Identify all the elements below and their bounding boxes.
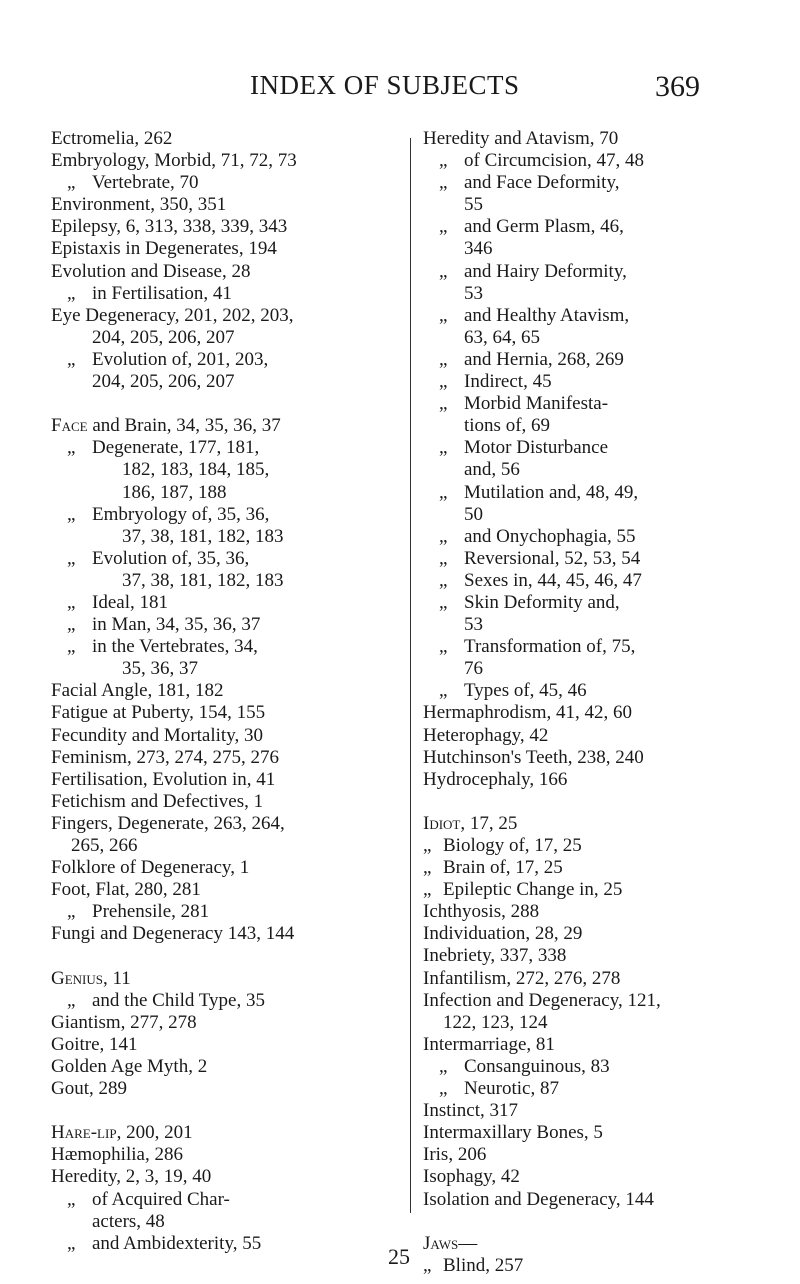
entry-text: 53 bbox=[464, 282, 483, 304]
index-entry bbox=[51, 636, 411, 658]
entry-text: 346 bbox=[464, 238, 493, 260]
index-entry bbox=[51, 459, 411, 481]
entry-text: Epistaxis in Degenerates, 194 bbox=[51, 238, 277, 260]
index-entry bbox=[423, 261, 783, 283]
entry-text: 204, 205, 206, 207 bbox=[92, 371, 235, 393]
entry-text: Motor Disturbance bbox=[464, 437, 609, 459]
entry-text: Hæmophilia, 286 bbox=[51, 1144, 183, 1166]
index-entry bbox=[51, 437, 411, 459]
index-entry bbox=[51, 901, 411, 923]
entry-text: 265, 266 bbox=[71, 835, 138, 856]
entry-text: Fertilisation, Evolution in, 41 bbox=[51, 768, 276, 790]
entry-text: Isolation and Degeneracy, 144 bbox=[423, 1188, 654, 1210]
index-entry bbox=[423, 1034, 783, 1056]
ditto-mark: „ bbox=[439, 304, 448, 326]
index-entry bbox=[51, 1078, 411, 1100]
ditto-mark: „ bbox=[67, 172, 76, 194]
index-entry bbox=[51, 879, 411, 901]
entry-text: Heredity and Atavism, 70 bbox=[423, 128, 619, 149]
ditto-mark: „ bbox=[439, 591, 448, 613]
index-entry bbox=[51, 1034, 411, 1056]
ditto-mark: „ bbox=[67, 437, 76, 459]
index-entry bbox=[51, 194, 411, 216]
entry-text: — bbox=[458, 1232, 478, 1254]
section-heading-word: Jaws bbox=[423, 1232, 459, 1254]
index-entry bbox=[423, 702, 783, 724]
entry-text: of Acquired Char- bbox=[92, 1188, 230, 1210]
entry-text: Giantism, 277, 278 bbox=[51, 1011, 197, 1033]
ditto-mark: „ bbox=[67, 636, 76, 658]
ditto-mark: „ bbox=[67, 1188, 76, 1210]
entry-text: Biology of, 17, 25 bbox=[443, 835, 582, 856]
index-entry bbox=[51, 172, 411, 194]
entry-text: and, 56 bbox=[464, 459, 520, 481]
column-divider bbox=[410, 138, 411, 1213]
index-entry bbox=[51, 216, 411, 238]
entry-text: , 17, 25 bbox=[460, 812, 518, 834]
ditto-mark: „ bbox=[67, 614, 76, 636]
index-entry bbox=[51, 658, 411, 680]
ditto-mark: „ bbox=[423, 835, 432, 856]
index-entry bbox=[51, 614, 411, 636]
entry-text: Infantilism, 272, 276, 278 bbox=[423, 967, 621, 989]
entry-text: in Man, 34, 35, 36, 37 bbox=[92, 614, 261, 636]
entry-text: , 11 bbox=[103, 967, 131, 989]
entry-text: in the Vertebrates, 34, bbox=[92, 636, 258, 658]
index-entry bbox=[51, 725, 411, 747]
ditto-mark: „ bbox=[439, 1078, 448, 1100]
ditto-mark: „ bbox=[439, 680, 448, 702]
index-entry bbox=[423, 592, 783, 614]
entry-text: Fungi and Degeneracy 143, 144 bbox=[51, 923, 295, 945]
index-entry bbox=[423, 526, 783, 548]
ditto-mark: „ bbox=[67, 547, 76, 569]
index-entry bbox=[423, 1144, 783, 1166]
index-entry bbox=[423, 614, 783, 636]
index-entry bbox=[423, 1100, 783, 1122]
entry-text: Facial Angle, 181, 182 bbox=[51, 680, 224, 702]
entry-text: 37, 38, 181, 182, 183 bbox=[122, 569, 284, 591]
index-entry bbox=[423, 283, 783, 305]
index-entry bbox=[51, 1166, 411, 1188]
section-heading-word: Idiot bbox=[423, 812, 461, 834]
entry-text: Hutchinson's Teeth, 238, 240 bbox=[423, 746, 644, 768]
index-entry bbox=[51, 327, 411, 349]
index-entry bbox=[423, 216, 783, 238]
index-entry bbox=[51, 1056, 411, 1078]
entry-text: Prehensile, 281 bbox=[92, 901, 210, 923]
index-entry bbox=[423, 1122, 783, 1144]
ditto-mark: „ bbox=[67, 901, 76, 923]
ditto-mark: „ bbox=[67, 503, 76, 525]
entry-text: Hermaphrodism, 41, 42, 60 bbox=[423, 702, 632, 724]
entry-text: Blind, 257 bbox=[443, 1254, 524, 1276]
index-entry bbox=[423, 482, 783, 504]
entry-text: Embryology, Morbid, 71, 72, 73 bbox=[51, 150, 297, 172]
index-entry bbox=[51, 747, 411, 769]
section-heading-word: Face bbox=[51, 415, 88, 437]
entry-text: Instinct, 317 bbox=[423, 1100, 518, 1122]
ditto-mark: „ bbox=[423, 857, 432, 879]
section-heading-word: Genius bbox=[51, 967, 103, 989]
ditto-mark: „ bbox=[67, 591, 76, 613]
entry-text: Environment, 350, 351 bbox=[51, 194, 227, 216]
running-title: INDEX OF SUBJECTS bbox=[250, 70, 520, 100]
ditto-mark: „ bbox=[439, 260, 448, 282]
entry-text: tions of, 69 bbox=[464, 415, 551, 437]
entry-text: acters, 48 bbox=[92, 1210, 165, 1232]
index-entry bbox=[51, 305, 411, 327]
ditto-mark: „ bbox=[439, 481, 448, 503]
entry-text: and Germ Plasm, 46, bbox=[464, 216, 624, 238]
index-entry bbox=[51, 504, 411, 526]
entry-text: Foot, Flat, 280, 281 bbox=[51, 879, 201, 901]
index-entry bbox=[51, 680, 411, 702]
entry-text: Evolution and Disease, 28 bbox=[51, 260, 251, 282]
entry-text: Mutilation and, 48, 49, bbox=[464, 481, 639, 503]
entry-text: 182, 183, 184, 185, bbox=[122, 459, 270, 481]
entry-text: and Healthy Atavism, bbox=[464, 304, 630, 326]
index-entry bbox=[423, 459, 783, 481]
index-entry bbox=[423, 349, 783, 371]
entry-text: Ichthyosis, 288 bbox=[423, 901, 540, 923]
ditto-mark: „ bbox=[423, 879, 432, 901]
ditto-mark: „ bbox=[67, 1232, 76, 1254]
entry-text: Embryology of, 35, 36, bbox=[92, 503, 270, 525]
index-entry bbox=[423, 371, 783, 393]
index-entry bbox=[423, 415, 783, 437]
ditto-mark: „ bbox=[423, 1254, 432, 1276]
section-gap bbox=[51, 945, 411, 967]
entry-text: Heredity, 2, 3, 19, 40 bbox=[51, 1166, 212, 1188]
entry-text: Morbid Manifesta- bbox=[464, 393, 609, 415]
entry-text: , 200, 201 bbox=[116, 1122, 193, 1144]
index-entry bbox=[423, 1255, 783, 1277]
index-entry bbox=[423, 636, 783, 658]
index-entry bbox=[51, 702, 411, 724]
ditto-mark: „ bbox=[67, 282, 76, 304]
index-entry bbox=[51, 415, 411, 437]
entry-text: 50 bbox=[464, 503, 483, 525]
index-entry bbox=[51, 592, 411, 614]
entry-text: Isophagy, 42 bbox=[423, 1166, 520, 1188]
entry-text: 37, 38, 181, 182, 183 bbox=[122, 525, 284, 547]
index-entry bbox=[423, 1078, 783, 1100]
index-entry bbox=[51, 835, 411, 857]
ditto-mark: „ bbox=[439, 525, 448, 547]
ditto-mark: „ bbox=[439, 150, 448, 172]
index-entry bbox=[51, 128, 411, 150]
entry-text: Fingers, Degenerate, 263, 264, bbox=[51, 812, 285, 834]
index-entry bbox=[423, 990, 783, 1012]
section-gap bbox=[423, 791, 783, 813]
index-entry bbox=[423, 504, 783, 526]
entry-text: 76 bbox=[464, 658, 483, 680]
entry-text: Neurotic, 87 bbox=[464, 1078, 559, 1100]
index-entry bbox=[423, 194, 783, 216]
index-entry bbox=[423, 437, 783, 459]
entry-text: Fecundity and Mortality, 30 bbox=[51, 724, 263, 746]
section-gap bbox=[423, 1211, 783, 1233]
index-entry bbox=[423, 769, 783, 791]
ditto-mark: „ bbox=[439, 216, 448, 238]
entry-text: Fetichism and Defectives, 1 bbox=[51, 790, 264, 812]
entry-text: Degenerate, 177, 181, bbox=[92, 437, 260, 459]
index-entry bbox=[423, 813, 783, 835]
index-entry bbox=[51, 349, 411, 371]
entry-text: Hydrocephaly, 166 bbox=[423, 768, 568, 790]
index-entry bbox=[423, 128, 783, 150]
index-entry bbox=[51, 813, 411, 835]
entry-text: Ectromelia, 262 bbox=[51, 128, 173, 149]
index-entry bbox=[423, 305, 783, 327]
signature-mark: 25 bbox=[388, 1244, 410, 1269]
index-entry bbox=[51, 857, 411, 879]
entry-text: Gout, 289 bbox=[51, 1078, 127, 1100]
entry-text: and Brain, 34, 35, 36, 37 bbox=[87, 415, 281, 437]
index-entry bbox=[51, 261, 411, 283]
index-entry bbox=[51, 1189, 411, 1211]
index-entry bbox=[51, 1012, 411, 1034]
section-gap bbox=[51, 393, 411, 415]
index-entry bbox=[51, 482, 411, 504]
entry-text: Folklore of Degeneracy, 1 bbox=[51, 857, 250, 879]
entry-text: Intermaxillary Bones, 5 bbox=[423, 1122, 603, 1144]
ditto-mark: „ bbox=[439, 569, 448, 591]
index-entry bbox=[423, 879, 783, 901]
entry-text: Intermarriage, 81 bbox=[423, 1033, 555, 1055]
page-header bbox=[0, 70, 800, 110]
index-entry bbox=[423, 1166, 783, 1188]
entry-text: of Circumcision, 47, 48 bbox=[464, 150, 644, 172]
ditto-mark: „ bbox=[67, 989, 76, 1011]
ditto-mark: „ bbox=[439, 172, 448, 194]
index-entry bbox=[423, 857, 783, 879]
ditto-mark: „ bbox=[439, 1055, 448, 1077]
index-entry bbox=[423, 680, 783, 702]
ditto-mark: „ bbox=[439, 348, 448, 370]
index-entry bbox=[423, 1056, 783, 1078]
index-entry bbox=[423, 968, 783, 990]
ditto-mark: „ bbox=[439, 437, 448, 459]
section-gap bbox=[51, 1100, 411, 1122]
entry-text: Individuation, 28, 29 bbox=[423, 923, 583, 945]
entry-text: 186, 187, 188 bbox=[122, 481, 227, 503]
index-entry bbox=[423, 658, 783, 680]
ditto-mark: „ bbox=[439, 547, 448, 569]
entry-text: and Face Deformity, bbox=[464, 172, 620, 194]
ditto-mark: „ bbox=[439, 636, 448, 658]
index-entry bbox=[423, 548, 783, 570]
index-entry bbox=[51, 570, 411, 592]
entry-text: 35, 36, 37 bbox=[122, 658, 198, 680]
index-entry bbox=[423, 747, 783, 769]
index-entry bbox=[51, 791, 411, 813]
ditto-mark: „ bbox=[439, 393, 448, 415]
index-column-right bbox=[423, 128, 783, 1277]
entry-text: Transformation of, 75, bbox=[464, 636, 636, 658]
entry-text: Evolution of, 201, 203, bbox=[92, 348, 269, 370]
entry-text: Vertebrate, 70 bbox=[92, 172, 199, 194]
entry-text: 204, 205, 206, 207 bbox=[92, 326, 235, 348]
ditto-mark: „ bbox=[67, 348, 76, 370]
entry-text: 53 bbox=[464, 614, 483, 636]
index-column-left bbox=[51, 128, 411, 1255]
entry-text: 122, 123, 124 bbox=[443, 1011, 548, 1033]
entry-text: and Hairy Deformity, bbox=[464, 260, 627, 282]
index-entry bbox=[51, 968, 411, 990]
entry-text: Feminism, 273, 274, 275, 276 bbox=[51, 746, 280, 768]
entry-text: and Ambidexterity, 55 bbox=[92, 1232, 262, 1254]
entry-text: and Hernia, 268, 269 bbox=[464, 348, 624, 370]
index-entry bbox=[51, 1144, 411, 1166]
entry-text: Epileptic Change in, 25 bbox=[443, 879, 623, 901]
entry-text: Reversional, 52, 53, 54 bbox=[464, 547, 641, 569]
index-entry bbox=[423, 835, 783, 857]
entry-text: Epilepsy, 6, 313, 338, 339, 343 bbox=[51, 216, 288, 238]
index-entry bbox=[423, 172, 783, 194]
index-entry bbox=[423, 1189, 783, 1211]
index-entry bbox=[51, 548, 411, 570]
entry-text: Ideal, 181 bbox=[92, 591, 168, 613]
entry-text: Evolution of, 35, 36, bbox=[92, 547, 250, 569]
index-entry bbox=[423, 327, 783, 349]
index-entry bbox=[423, 1012, 783, 1034]
index-entry bbox=[423, 570, 783, 592]
index-entry bbox=[423, 945, 783, 967]
entry-text: Fatigue at Puberty, 154, 155 bbox=[51, 702, 266, 724]
entry-text: Iris, 206 bbox=[423, 1144, 487, 1166]
entry-text: Consanguinous, 83 bbox=[464, 1055, 610, 1077]
entry-text: Inebriety, 337, 338 bbox=[423, 945, 567, 967]
entry-text: and Onychophagia, 55 bbox=[464, 525, 636, 547]
section-heading-word: Hare-lip bbox=[51, 1122, 117, 1144]
page-number: 369 bbox=[655, 70, 700, 103]
entry-text: Heterophagy, 42 bbox=[423, 724, 549, 746]
index-entry bbox=[51, 1233, 411, 1255]
entry-text: Eye Degeneracy, 201, 202, 203, bbox=[51, 304, 294, 326]
index-entry bbox=[51, 990, 411, 1012]
index-entry bbox=[423, 725, 783, 747]
index-entry bbox=[423, 150, 783, 172]
index-entry bbox=[51, 1211, 411, 1233]
index-entry bbox=[423, 923, 783, 945]
entry-text: Skin Deformity and, bbox=[464, 591, 620, 613]
entry-text: Infection and Degeneracy, 121, bbox=[423, 989, 661, 1011]
index-entry bbox=[51, 150, 411, 172]
index-entry bbox=[51, 371, 411, 393]
entry-text: 63, 64, 65 bbox=[464, 326, 540, 348]
entry-text: Brain of, 17, 25 bbox=[443, 857, 563, 879]
index-entry bbox=[51, 769, 411, 791]
index-entry bbox=[423, 1233, 783, 1255]
index-entry bbox=[51, 1122, 411, 1144]
index-entry bbox=[51, 238, 411, 260]
entry-text: Golden Age Myth, 2 bbox=[51, 1055, 208, 1077]
index-entry bbox=[51, 526, 411, 548]
entry-text: Indirect, 45 bbox=[464, 371, 552, 393]
index-entry bbox=[423, 901, 783, 923]
entry-text: in Fertilisation, 41 bbox=[92, 282, 232, 304]
entry-text: Sexes in, 44, 45, 46, 47 bbox=[464, 569, 642, 591]
index-entry bbox=[51, 923, 411, 945]
entry-text: and the Child Type, 35 bbox=[92, 989, 265, 1011]
ditto-mark: „ bbox=[439, 371, 448, 393]
index-entry bbox=[423, 393, 783, 415]
entry-text: Goitre, 141 bbox=[51, 1033, 138, 1055]
index-entry bbox=[423, 238, 783, 260]
entry-text: Types of, 45, 46 bbox=[464, 680, 587, 702]
entry-text: 55 bbox=[464, 194, 483, 216]
index-entry bbox=[51, 283, 411, 305]
